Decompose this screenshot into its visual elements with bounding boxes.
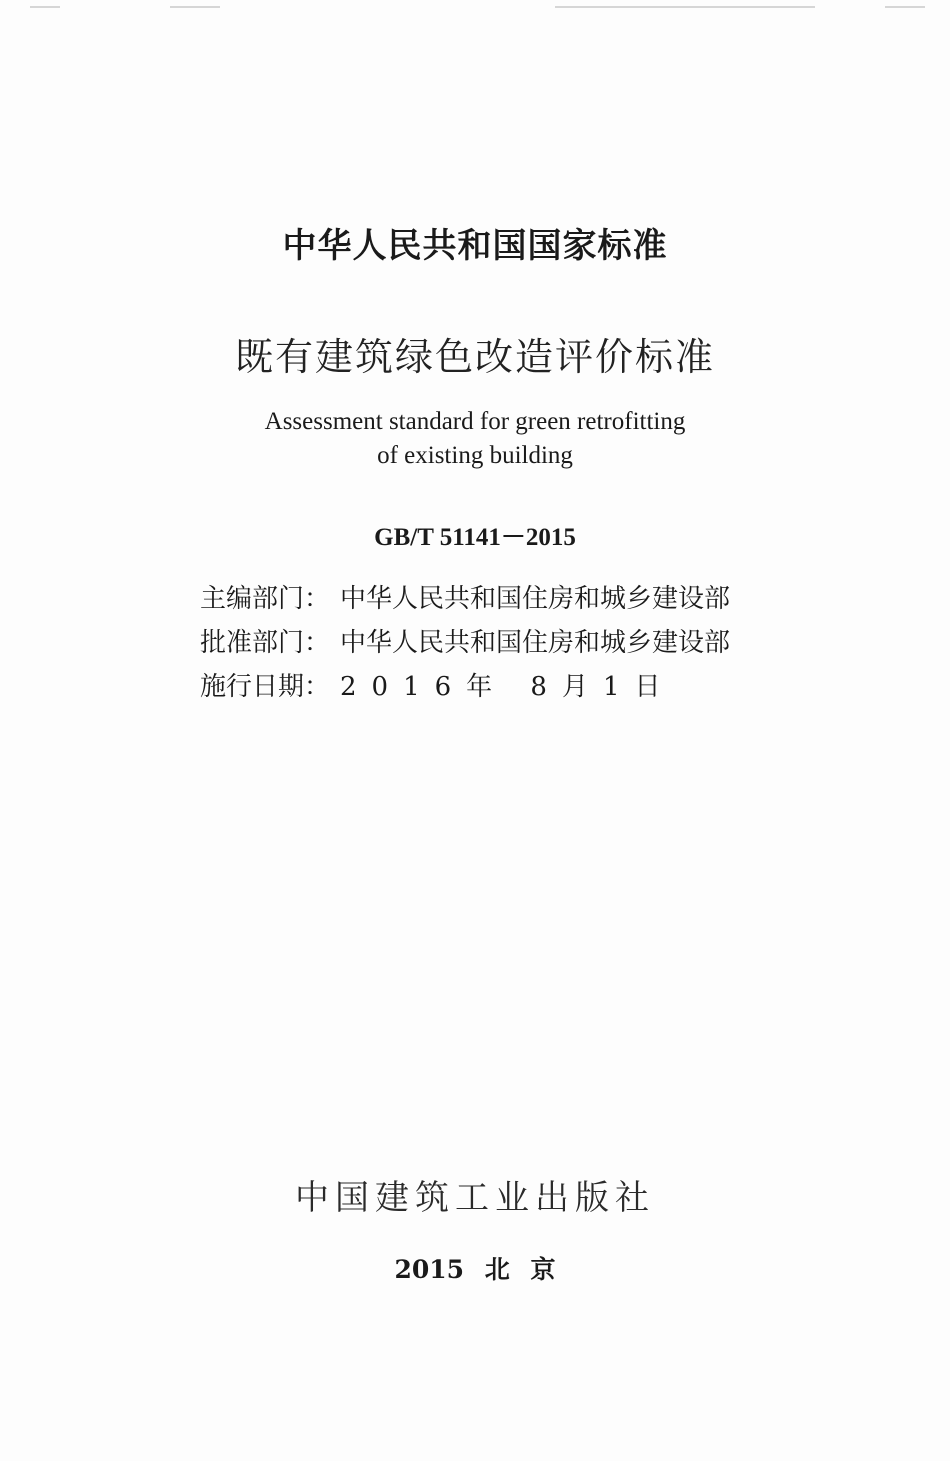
effective-date-label: 施行日期： bbox=[200, 672, 331, 702]
approver-label: 批准部门： bbox=[200, 628, 331, 658]
effective-date-row bbox=[200, 666, 780, 712]
effective-date-value: 2016年 8月1日 bbox=[340, 672, 676, 702]
publication-place-year: 2015 北 京 bbox=[394, 1255, 556, 1284]
editor-label: 主编部门： bbox=[200, 584, 331, 614]
scan-artifact bbox=[555, 6, 815, 8]
title-en-line-1: Assessment standard for green retrofitting bbox=[264, 408, 686, 435]
publisher-name: 中国建筑工业出版社 bbox=[295, 1178, 655, 1218]
editor-value: 中华人民共和国住房和城乡建设部 bbox=[340, 584, 731, 614]
approver-row bbox=[200, 622, 780, 666]
title-en-line-2: of existing building bbox=[377, 442, 573, 469]
editor-row bbox=[200, 578, 780, 622]
scan-artifact bbox=[170, 6, 220, 8]
document-title-cn: 既有建筑绿色改造评价标准 bbox=[234, 335, 715, 379]
standard-code: GB/T 51141－2015 bbox=[374, 524, 576, 551]
series-title: 中华人民共和国国家标准 bbox=[282, 226, 668, 266]
document-title-en bbox=[0, 405, 950, 473]
approver-value: 中华人民共和国住房和城乡建设部 bbox=[340, 628, 731, 658]
metadata-block bbox=[200, 578, 780, 712]
scan-artifact bbox=[30, 6, 60, 8]
scan-artifact bbox=[885, 6, 925, 8]
